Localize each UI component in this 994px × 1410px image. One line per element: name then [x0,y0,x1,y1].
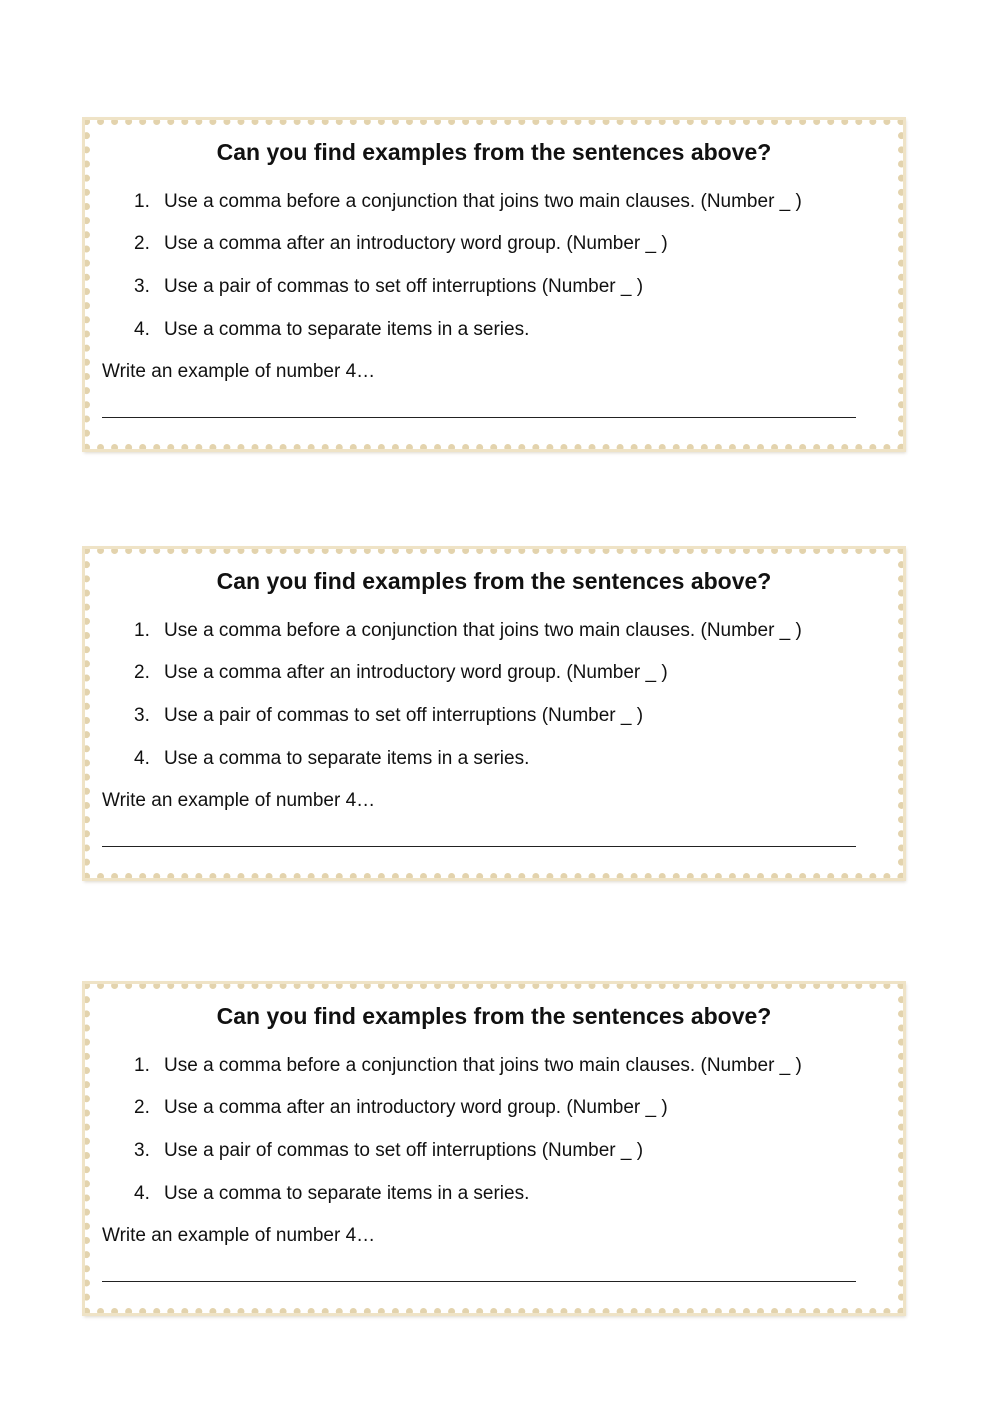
item-number: 2. [134,662,150,683]
answer-line[interactable] [102,1281,856,1282]
card-title: Can you find examples from the sentences above? [216,139,772,165]
item-number: 3. [134,276,150,297]
list-item [134,319,529,341]
list-item [134,233,668,255]
card-title: Can you find examples from the sentences above? [216,1003,772,1029]
item-text: Use a comma to separate items in a series. [164,319,530,340]
write-prompt: Write an example of number 4… [102,361,376,382]
item-number: 1. [134,191,150,212]
list-item [134,1140,643,1162]
item-number: 2. [134,1097,150,1118]
item-text: Use a comma before a conjunction that joins two main clauses. (Number _ ) [164,620,802,641]
item-text: Use a comma before a conjunction that joins two main clauses. (Number _ ) [164,1055,802,1076]
item-text: Use a comma to separate items in a series. [164,1183,530,1204]
item-text: Use a comma after an introductory word group. (Number _ ) [164,662,668,683]
answer-line[interactable] [102,846,856,847]
list-item [134,1055,802,1077]
list-item [134,748,529,770]
answer-line[interactable] [102,417,856,418]
item-number: 3. [134,1140,150,1161]
list-item [134,1097,668,1119]
item-text: Use a comma after an introductory word group. (Number _ ) [164,233,668,254]
list-item [134,1183,529,1205]
item-text: Use a comma before a conjunction that joins two main clauses. (Number _ ) [164,191,802,212]
list-item [134,705,643,727]
list-item [134,662,668,684]
list-item [134,191,802,213]
item-number: 4. [134,319,150,340]
list-item [134,276,643,298]
write-prompt: Write an example of number 4… [102,790,376,811]
item-number: 1. [134,1055,150,1076]
worksheet-card [83,982,905,1315]
worksheet-card [83,118,905,451]
item-text: Use a comma after an introductory word group. (Number _ ) [164,1097,668,1118]
card-title: Can you find examples from the sentences above? [216,568,772,594]
write-prompt: Write an example of number 4… [102,1225,376,1246]
item-text: Use a pair of commas to set off interruptions (Number _ ) [164,1140,644,1161]
item-number: 4. [134,748,150,769]
item-number: 2. [134,233,150,254]
item-number: 4. [134,1183,150,1204]
item-text: Use a pair of commas to set off interruptions (Number _ ) [164,705,644,726]
item-text: Use a comma to separate items in a series. [164,748,530,769]
item-number: 3. [134,705,150,726]
item-number: 1. [134,620,150,641]
worksheet-card [83,547,905,880]
list-item [134,620,802,642]
item-text: Use a pair of commas to set off interruptions (Number _ ) [164,276,644,297]
